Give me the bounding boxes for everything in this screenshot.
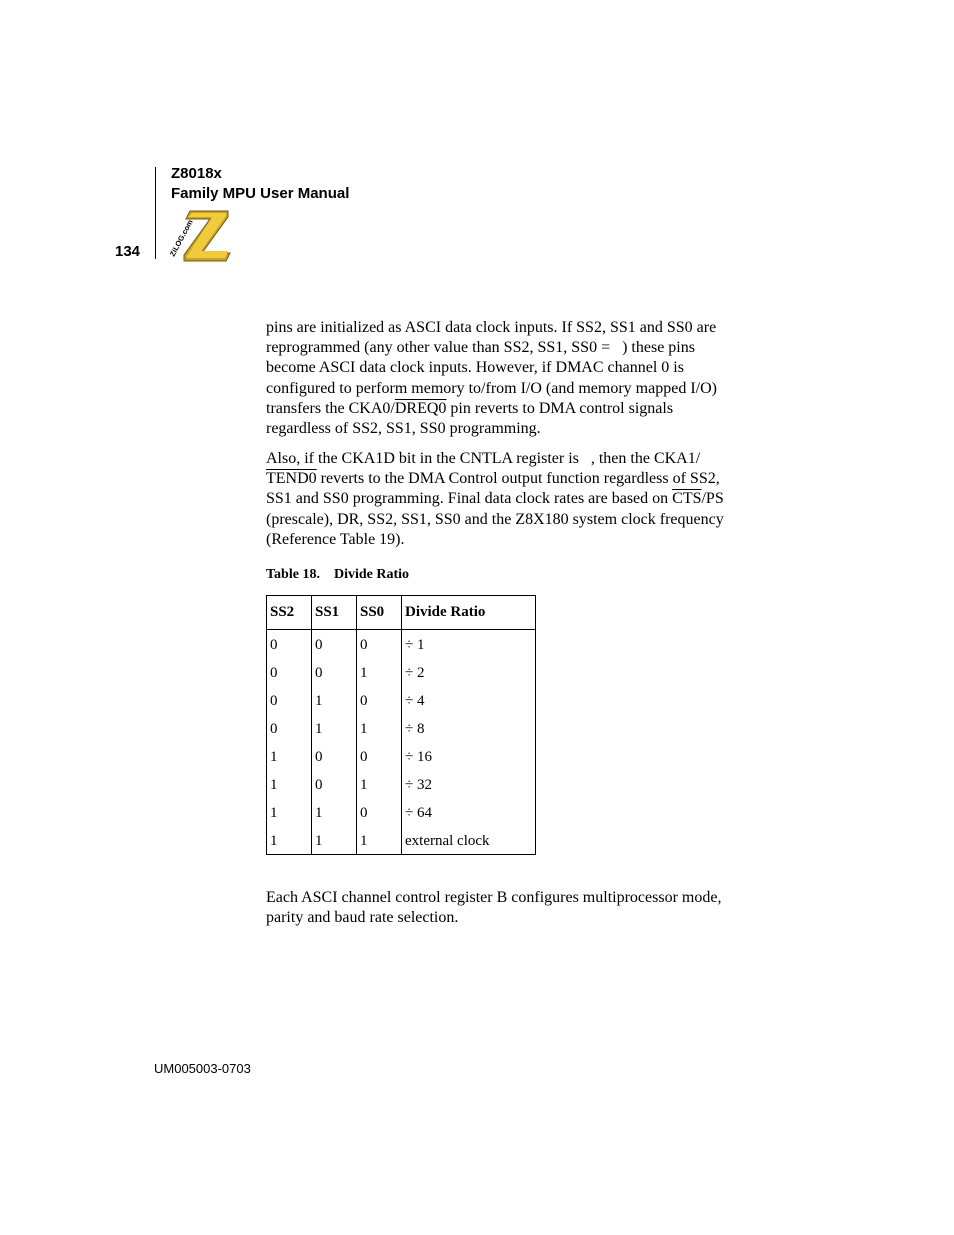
text-line: (Reference Table 19). [266,530,405,548]
table-caption-label: Table 18. [266,567,320,582]
table-row [267,630,536,661]
table-cell: 0 [267,630,312,661]
text-span: transfers the CKA0/ [266,399,395,417]
text-span: SS1 and SS0 programming. Final data clock rates are based on [266,490,673,508]
table-cell: 0 [357,688,402,716]
paragraph-cka1d [266,449,766,550]
table-cell: 1 [267,772,312,800]
overlined-signal: DREQ0 [394,399,447,417]
table-cell: 0 [267,688,312,716]
table-caption-title: Divide Ratio [333,567,410,582]
table-cell: ÷ 64 [402,800,536,828]
table-cell: 1 [357,772,402,800]
text-span: /PS [701,490,724,508]
column-header: SS0 [357,596,402,630]
table-cell: 1 [357,660,402,688]
table-cell: 1 [267,800,312,828]
table-cell: external clock [402,828,536,855]
table-row [267,688,536,716]
column-header: SS1 [312,596,357,630]
text-span: pin reverts to DMA control signals [446,399,674,417]
overlined-signal: $\overline{CTS}$ [672,490,702,508]
table-cell: 1 [267,744,312,772]
table-cell: ÷ 8 [402,716,536,744]
table-row [267,744,536,772]
page-number: 134 [115,243,141,260]
table-cell: ÷ 32 [402,772,536,800]
table-cell: 0 [357,744,402,772]
table-cell: 0 [357,630,402,661]
text-line: (prescale), DR, SS2, SS1, SS0 and the Z8X180 system clock frequency [266,510,724,528]
table-cell: 0 [312,744,357,772]
text-line [266,489,766,509]
svg-text:ZiLOG.com: ZiLOG.com [168,218,195,258]
table-cell: 1 [312,688,357,716]
table-cell: 1 [312,716,357,744]
table-cell: 0 [267,716,312,744]
table-caption [266,567,409,583]
text-line: Also, if the CKA1D bit in the CNTLA register is , then the CKA1/ [266,450,701,467]
text-line [266,469,766,489]
text-line: become ASCI data clock inputs. However, if DMAC channel 0 is [266,359,684,377]
document-id: UM005003-0703 [154,1061,251,1076]
table-cell: 0 [312,630,357,661]
zilog-logo [168,207,234,263]
table-cell: 1 [357,828,402,855]
table-row [267,660,536,688]
table-row [267,716,536,744]
text-line: configured to perform memory to/from I/O (and memory mapped I/O) [266,379,717,397]
table-cell: ÷ 16 [402,744,536,772]
table-cell: 1 [357,716,402,744]
overlined-signal: TEND0 [266,470,317,488]
text-line: parity and baud rate selection. [266,909,459,927]
manual-title: Z8018x [171,165,222,182]
table-cell: ÷ 1 [402,630,536,661]
text-line: pins are initialized as ASCI data clock inputs. If SS2, SS1 and SS0 are [266,319,717,336]
table-cell: 0 [312,772,357,800]
table-cell: 0 [267,660,312,688]
table-header-row [267,596,536,630]
text-line: Each ASCI channel control register B configures multiprocessor mode, [266,889,722,906]
table-cell: 0 [357,800,402,828]
table-row [267,828,536,855]
divide-ratio-table [266,595,536,855]
paragraph-control-register-b [266,888,766,928]
manual-subtitle: Family MPU User Manual [171,185,350,202]
column-header: SS2 [267,596,312,630]
table-cell: ÷ 2 [402,660,536,688]
table-row [267,800,536,828]
table-cell: 0 [312,660,357,688]
table-row [267,772,536,800]
text-span: reverts to the DMA Control output function regardless of SS2, [316,470,720,488]
text-line: reprogrammed (any other value than SS2, SS1, SS0 = ) these pins [266,339,695,357]
paragraph-clock-inputs [266,318,766,439]
text-line [266,399,766,419]
table-cell: 1 [267,828,312,855]
table-cell: ÷ 4 [402,688,536,716]
table-cell: 1 [312,828,357,855]
text-line: regardless of SS2, SS1, SS0 programming. [266,420,541,438]
column-header: Divide Ratio [402,596,536,630]
header-divider [155,167,156,259]
table-cell: 1 [312,800,357,828]
